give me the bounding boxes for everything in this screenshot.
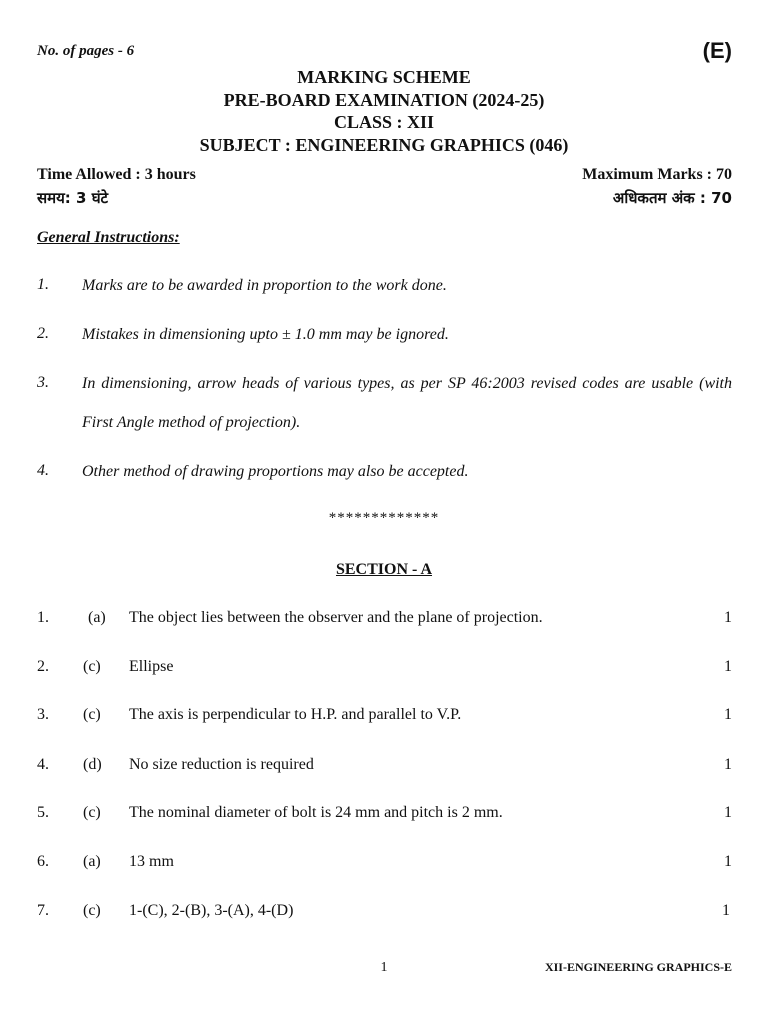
answer-row: [37, 609, 732, 631]
answer-option: (d): [83, 756, 102, 773]
answer-row: [37, 756, 732, 778]
instruction-number: 2.: [37, 325, 49, 342]
answer-option: (a): [88, 609, 106, 626]
max-marks-en: Maximum Marks : 70: [582, 166, 732, 183]
answer-option: (c): [83, 706, 101, 723]
answer-marks: 1: [724, 804, 732, 821]
question-number: 6.: [37, 853, 49, 870]
version-label: (E): [702, 38, 732, 63]
question-number: 1.: [37, 609, 49, 626]
title-line-exam: PRE-BOARD EXAMINATION (2024-25): [223, 89, 545, 110]
answer-marks: 1: [724, 658, 732, 675]
answer-row: [37, 804, 732, 826]
pages-note: No. of pages - 6: [37, 43, 135, 59]
separator-stars: *************: [328, 510, 440, 526]
time-allowed-hi: समय: 3 घंटे: [37, 189, 109, 207]
answer-marks: 1: [722, 902, 730, 919]
question-number: 7.: [37, 902, 49, 919]
answer-text: No size reduction is required: [129, 756, 314, 773]
answer-option: (a): [83, 853, 101, 870]
answer-text: The nominal diameter of bolt is 24 mm and pitch is 2 mm.: [129, 804, 503, 821]
title-line-scheme: MARKING SCHEME: [297, 67, 471, 87]
answer-marks: 1: [724, 706, 732, 723]
instruction-text: Marks are to be awarded in proportion to the work done.: [82, 277, 447, 294]
answer-text: The object lies between the observer and the plane of projection.: [129, 609, 543, 626]
answer-text: The axis is perpendicular to H.P. and parallel to V.P.: [129, 706, 462, 723]
section-a-heading: SECTION - A: [335, 561, 433, 578]
answer-text: 1-(C), 2-(B), 3-(A), 4-(D): [129, 902, 294, 919]
answer-row: [37, 902, 732, 924]
instruction-number: 4.: [37, 462, 49, 479]
answer-option: (c): [83, 902, 101, 919]
page-number: 1: [380, 960, 388, 975]
answer-text: Ellipse: [129, 658, 174, 675]
title-line-subject: SUBJECT : ENGINEERING GRAPHICS (046): [199, 134, 569, 155]
question-number: 5.: [37, 804, 49, 821]
instructions-heading: General Instructions:: [37, 229, 180, 246]
answer-row: [37, 658, 732, 680]
answer-row: [37, 706, 732, 728]
instruction-text: Other method of drawing proportions may also be accepted.: [82, 463, 469, 480]
answer-option: (c): [83, 804, 101, 821]
footer-subject-code: XII-ENGINEERING GRAPHICS-E: [544, 960, 732, 974]
question-number: 4.: [37, 756, 49, 773]
instruction-number: 3.: [37, 374, 49, 391]
instruction-number: 1.: [37, 276, 49, 293]
answer-text: 13 mm: [129, 853, 174, 870]
instruction-item: [37, 374, 732, 444]
answer-marks: 1: [724, 756, 732, 773]
question-number: 2.: [37, 658, 49, 675]
instruction-text: In dimensioning, arrow heads of various types, as per SP 46:2003 revised codes are usable (with First Angle method of projection).: [82, 375, 732, 431]
answer-marks: 1: [724, 609, 732, 626]
max-marks-hi: अधिकतम अंक : 70: [612, 189, 732, 207]
answer-option: (c): [83, 658, 101, 675]
time-allowed-en: Time Allowed : 3 hours: [37, 166, 196, 183]
document-title: [0, 66, 768, 156]
question-number: 3.: [37, 706, 49, 723]
instruction-text: Mistakes in dimensioning upto ± 1.0 mm may be ignored.: [82, 326, 449, 343]
title-line-class: CLASS : XII: [333, 112, 435, 132]
answer-marks: 1: [724, 853, 732, 870]
answer-row: [37, 853, 732, 875]
